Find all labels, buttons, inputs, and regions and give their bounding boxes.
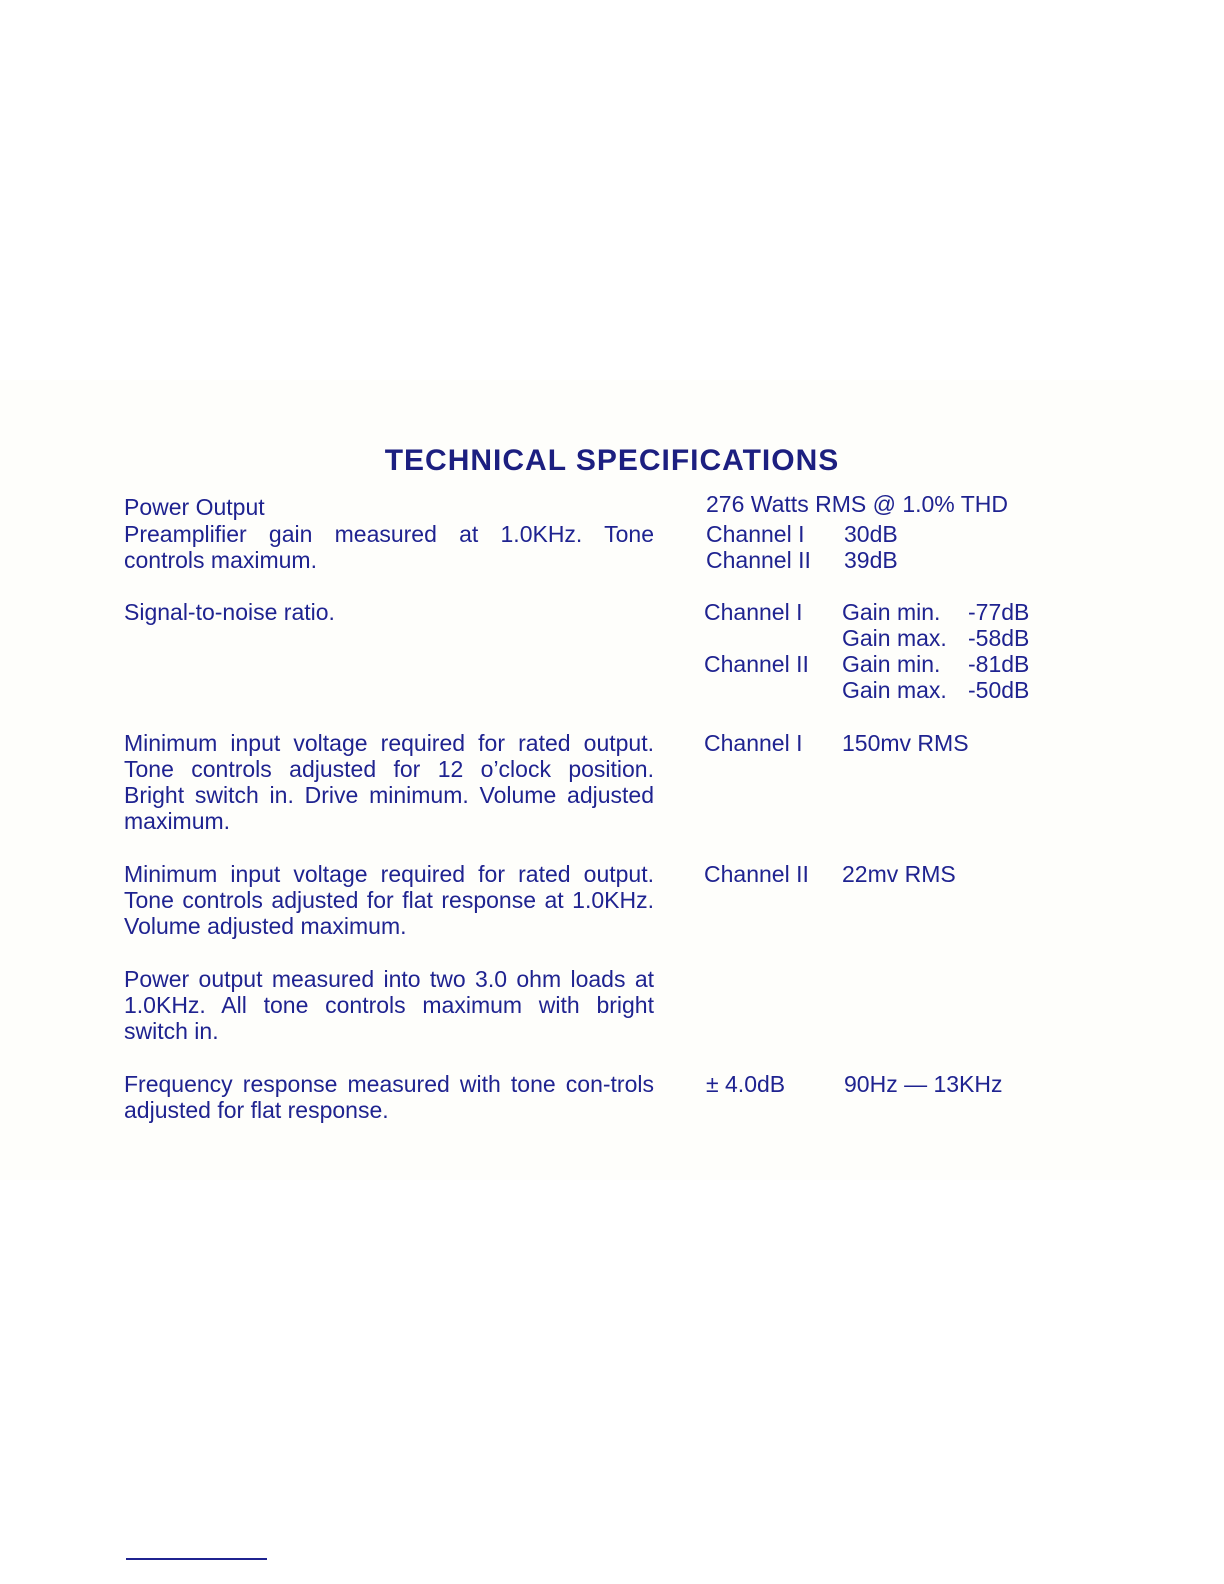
min-input-ch2-channel: Channel II (704, 861, 809, 887)
preamp-ch2-value: 39dB (844, 547, 898, 573)
preamp-ch2-label: Channel II (706, 547, 811, 573)
snr-ch2-min-label: Gain min. (842, 651, 941, 677)
power-output-label: Power Output (124, 494, 265, 520)
power-output-value: 276 Watts RMS @ 1.0% THD (706, 491, 1008, 517)
freq-response-range: 90Hz — 13KHz (844, 1071, 1003, 1097)
page-title: TECHNICAL SPECIFICATIONS (384, 444, 840, 477)
min-input-ch1-label: Minimum input voltage required for rated output. Tone controls adjusted for 12 o’clock position. Bright switch in. Drive minimum. Volume adjusted maximum. (124, 730, 654, 834)
power-measure-label: Power output measured into two 3.0 ohm loads at 1.0KHz. All tone controls maximum with bright switch in. (124, 966, 654, 1044)
snr-ch1-max-label: Gain max. (842, 625, 947, 651)
min-input-ch2-value: 22mv RMS (842, 861, 956, 887)
min-input-ch1-channel: Channel I (704, 730, 803, 756)
snr-label: Signal-to-noise ratio. (124, 599, 335, 625)
preamp-ch1-label: Channel I (706, 521, 805, 547)
snr-ch2-min-value: -81dB (968, 651, 1030, 677)
snr-ch1-label: Channel I (704, 599, 803, 625)
preamp-gain-label: Preamplifier gain measured at 1.0KHz. Tone controls maximum. (124, 521, 654, 573)
min-input-ch1-value: 150mv RMS (842, 730, 969, 756)
footnote-rule (126, 1558, 267, 1560)
preamp-ch1-value: 30dB (844, 521, 898, 547)
snr-ch1-min-value: -77dB (968, 599, 1030, 625)
snr-ch1-max-value: -58dB (968, 625, 1030, 651)
freq-response-tolerance: ± 4.0dB (706, 1071, 786, 1097)
min-input-ch2-label: Minimum input voltage required for rated output. Tone controls adjusted for flat response at 1.0KHz. Volume adjusted maximum. (124, 861, 654, 939)
snr-ch2-label: Channel II (704, 651, 809, 677)
freq-response-label: Frequency response measured with tone con-trols adjusted for flat response. (124, 1071, 654, 1123)
snr-ch2-max-value: -50dB (968, 677, 1030, 703)
snr-ch2-max-label: Gain max. (842, 677, 947, 703)
snr-ch1-min-label: Gain min. (842, 599, 941, 625)
